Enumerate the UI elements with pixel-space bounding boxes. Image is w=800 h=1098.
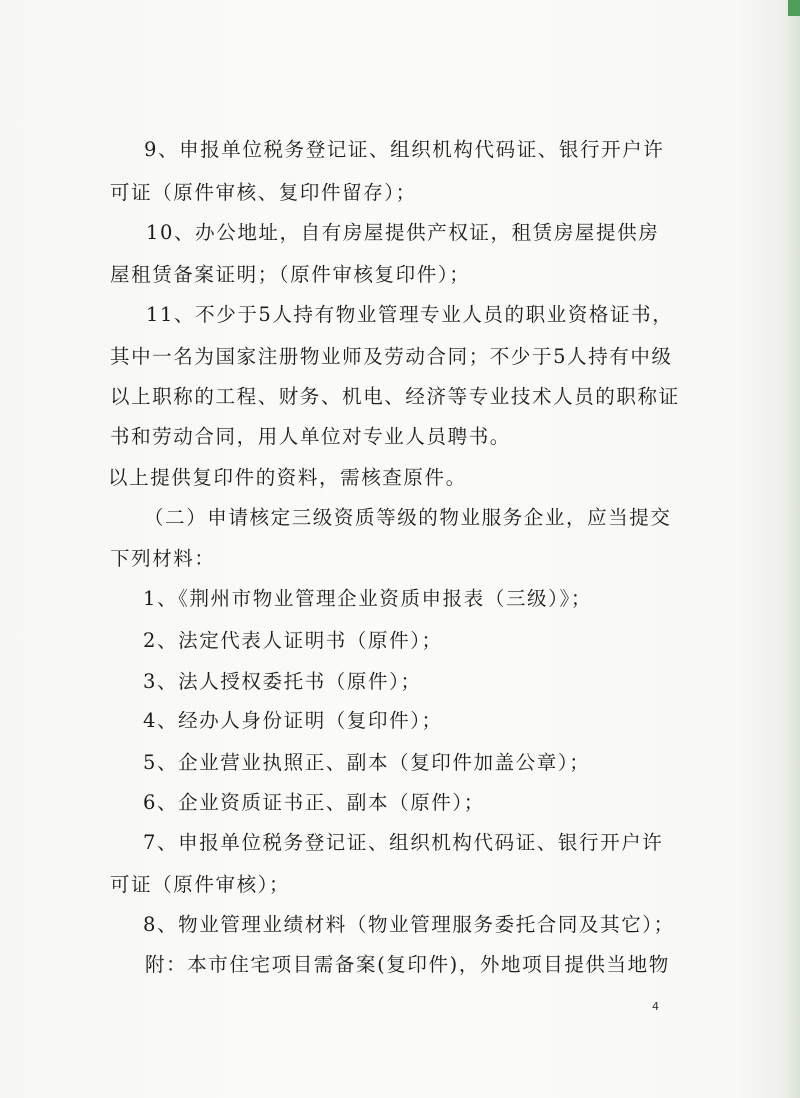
text-line: 屋租赁备案证明；（原件审核复印件）；	[110, 263, 471, 286]
text-line: 2、法定代表人证明书（原件）；	[143, 629, 443, 652]
text-line: 附：本市住宅项目需备案(复印件)，外地项目提供当地物	[145, 953, 670, 976]
text-line: 4、经办人身份证明（复印件）；	[143, 709, 443, 732]
text-line: 5、企业营业执照正、副本（复印件加盖公章）；	[143, 751, 591, 774]
page-edge-shadow	[782, 0, 800, 1098]
text-line: 书和劳动合同，用人单位对专业人员聘书。	[110, 425, 511, 448]
text-line: （二）申请核定三级资质等级的物业服务企业，应当提交	[144, 506, 672, 529]
text-line: 9、申报单位税务登记证、组织机构代码证、银行开户许	[144, 138, 665, 161]
text-line: 其中一名为国家注册物业师及劳动合同；不少于5人持有中级	[110, 345, 673, 368]
corner-mark	[788, 0, 800, 16]
text-line: 1、《荆州市物业管理企业资质申报表（三级）》；	[143, 587, 592, 610]
text-line: 10、办公地址，自有房屋提供产权证，租赁房屋提供房	[146, 221, 660, 244]
text-line: 11、不少于5人持有物业管理专业人员的职业资格证书，	[146, 303, 674, 326]
text-line: 下列材料：	[110, 547, 216, 570]
text-line: 8、物业管理业绩材料（物业管理服务委托合同及其它）；	[143, 913, 675, 936]
text-line: 以上提供复印件的资料，需核查原件。	[108, 466, 467, 489]
text-line: 可证（原件审核、复印件留存）；	[110, 181, 417, 204]
text-line: 可证（原件审核）；	[110, 873, 291, 896]
text-line: 3、法人授权委托书（原件）；	[143, 670, 422, 693]
text-line: 以上职称的工程、财务、机电、经济等专业技术人员的职称证	[110, 385, 680, 408]
page-number: 4	[652, 1000, 659, 1013]
text-line: 6、企业资质证书正、副本（原件）；	[143, 791, 485, 814]
text-line: 7、申报单位税务登记证、组织机构代码证、银行开户许	[143, 831, 664, 854]
